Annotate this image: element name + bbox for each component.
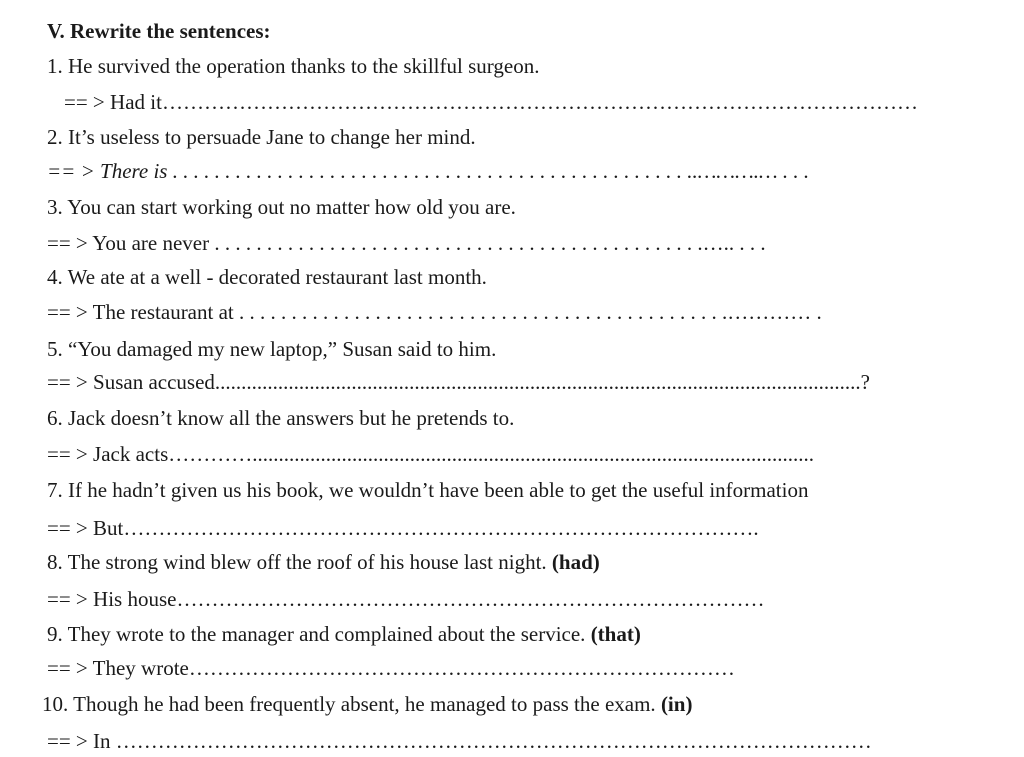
question-8-text: 8. The strong wind blew off the roof of his house last night. bbox=[47, 550, 547, 574]
section-heading: V. Rewrite the sentences: bbox=[47, 19, 271, 43]
answer-8-prefix: == > His house bbox=[47, 587, 177, 611]
answer-5-prefix: == > Susan accused bbox=[47, 370, 215, 394]
question-9-keyword: (that) bbox=[590, 622, 641, 646]
answer-line-5[interactable] bbox=[47, 369, 987, 395]
answer-6-prefix: == > Jack acts bbox=[47, 442, 169, 466]
question-8-keyword: (had) bbox=[551, 550, 600, 574]
question-5 bbox=[47, 336, 496, 362]
answer-line-8[interactable] bbox=[47, 586, 952, 612]
question-9 bbox=[47, 621, 641, 647]
question-1 bbox=[47, 53, 539, 79]
answer-line-1[interactable] bbox=[64, 89, 1022, 115]
question-6-text: 6. Jack doesn’t know all the answers but he pretends to. bbox=[47, 406, 515, 430]
question-7 bbox=[47, 477, 808, 503]
answer-10-dots: ……………………………………………………………………………………………… bbox=[110, 729, 872, 753]
answer-line-10[interactable] bbox=[47, 728, 1022, 754]
question-2 bbox=[47, 124, 476, 150]
answer-3-dots: . . . . . . . . . . . . . . . . . . . . . . . . . . . . . . . . . . . . . . . . . . . . . . .….. . . . bbox=[209, 231, 766, 255]
question-1-text: 1. He survived the operation thanks to the skillful surgeon. bbox=[47, 54, 540, 78]
answer-4-dots: . . . . . . . . . . . . . . . . . . . . . . . . . . . . . . . . . . . . . . . . . . . . . . .………… . bbox=[233, 300, 822, 324]
answer-3-prefix: == > You are never bbox=[47, 231, 210, 255]
answer-5-suffix: ? bbox=[860, 370, 870, 394]
question-4-text: 4. We ate at a well - decorated restaurant last month. bbox=[47, 265, 487, 289]
question-8 bbox=[47, 549, 600, 575]
answer-line-9[interactable] bbox=[47, 655, 867, 681]
answer-9-dots: …………………………………………………………………… bbox=[188, 656, 735, 680]
question-10-keyword: (in) bbox=[660, 692, 693, 716]
question-3 bbox=[47, 194, 516, 220]
answer-5-dots: ........................................................................................................................... bbox=[214, 370, 861, 394]
question-4 bbox=[47, 264, 487, 290]
answer-2-prefix: == > There is bbox=[47, 159, 168, 183]
question-6 bbox=[47, 405, 514, 431]
question-2-text: 2. It’s useless to persuade Jane to change her mind. bbox=[47, 125, 476, 149]
answer-6-dots: …………........................................................................................................... bbox=[168, 442, 814, 466]
answer-7-prefix: == > But bbox=[47, 516, 124, 540]
answer-8-dots: ………………………………………………………………………… bbox=[176, 587, 765, 611]
answer-line-2[interactable] bbox=[47, 158, 1022, 184]
answer-10-prefix: == > In bbox=[47, 729, 111, 753]
question-10-text: 10. Though he had been frequently absent, he managed to pass the exam. bbox=[42, 692, 656, 716]
answer-line-3[interactable] bbox=[47, 230, 1022, 256]
question-5-text: 5. “You damaged my new laptop,” Susan said to him. bbox=[47, 337, 497, 361]
question-10 bbox=[42, 691, 692, 717]
answer-line-4[interactable] bbox=[47, 299, 1022, 325]
answer-line-6[interactable] bbox=[47, 441, 1005, 467]
question-7-text: 7. If he hadn’t given us his book, we wouldn’t have been able to get the useful information bbox=[47, 478, 809, 502]
answer-2-dots: . . . . . . . . . . . . . . . . . . . . . . . . . . . . . . . . . . . . . . . . . . . . . . . . . ..……….… . . . bbox=[167, 159, 810, 183]
answer-7-dots: ………………………………………………………………………………. bbox=[123, 516, 759, 540]
answer-9-prefix: == > They wrote bbox=[47, 656, 189, 680]
answer-1-dots: ……………………………………………………………………………………………… bbox=[161, 90, 918, 114]
question-3-text: 3. You can start working out no matter how old you are. bbox=[47, 195, 516, 219]
answer-1-prefix: == > Had it bbox=[64, 90, 162, 114]
question-9-text: 9. They wrote to the manager and complained about the service. bbox=[47, 622, 586, 646]
answer-line-7[interactable] bbox=[47, 515, 922, 541]
answer-4-prefix: == > The restaurant at bbox=[47, 300, 234, 324]
